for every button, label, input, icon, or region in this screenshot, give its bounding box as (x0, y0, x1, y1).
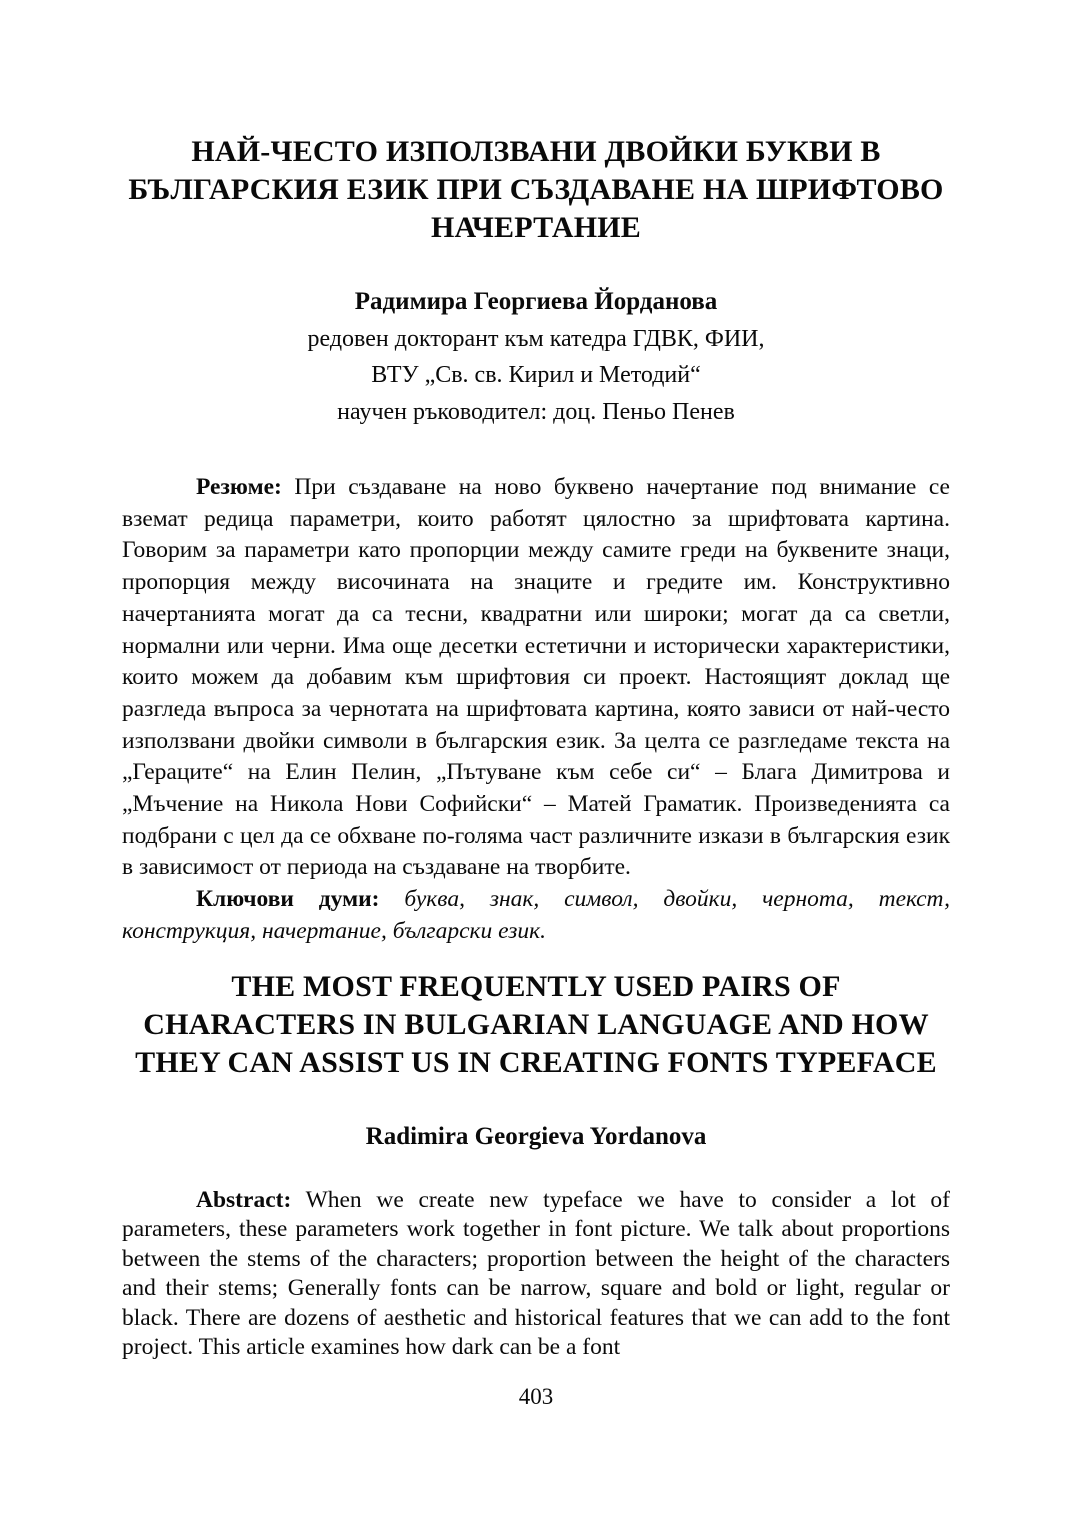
author-affiliation-line-2: ВТУ „Св. св. Кирил и Методий“ (371, 362, 701, 388)
english-title-line-3: THEY CAN ASSIST US IN CREATING FONTS TYPEFACE (135, 1045, 937, 1079)
bulgarian-title-line-1: НАЙ-ЧЕСТО ИЗПОЛЗВАНИ ДВОЙКИ БУКВИ В (191, 135, 881, 168)
author-affiliation-line-1: редовен докторант към катедра ГДВК, ФИИ, (307, 325, 765, 352)
paper-page (122, 0, 950, 1411)
keywords-paragraph (122, 884, 950, 947)
author-supervisor-line: научен ръководител: доц. Пеньо Пенев (337, 398, 735, 425)
keywords-label: Ключови думи: (196, 886, 380, 913)
author-block (122, 284, 950, 430)
english-title-line-2: CHARACTERS IN BULGARIAN LANGUAGE AND HOW (143, 1007, 929, 1041)
author-name: Радимира Георгиева Йорданова (354, 288, 718, 315)
page-number: 403 (518, 1383, 554, 1409)
resume-text: При създаване на ново буквено начертание под внимание се вземат редица параметри, които работят цялостно за шрифтовата картина. Говорим за параметри като пропорции между самите греди на буквените знаци, пропорция между височината на знаците и гредите им. Конструктивно начертанията могат да са тесни, квадратни или широки; могат да са светли, нормални или черни. Има още десетки естетични и исторически характеристики, които можем да добавим към шрифтовия си проект. Настоящият доклад ще разгледа въпроса за чернотата на шрифтовата картина, която зависи от най-често използвани двойки символи в българския език. За целта се разгледаме текста на „Гераците“ на Елин Пелин, „Пътуване към себе си“ – Блага Димитрова и „Мъчение на Никола Нови Софийски“ – Матей Граматик. Произведенията са подбрани с цел да се обхване по-голяма част различните изкази в българския език в зависимост от периода на създаване на творбите. (122, 474, 950, 881)
keywords-text: буква, знак, символ, двойки, чернота, текст, конструкция, начертание, български език. (122, 886, 950, 944)
resume-label: Резюме: (196, 474, 282, 500)
abstract-label: Abstract: (196, 1186, 292, 1213)
bulgarian-title-line-2: БЪЛГАРСКИЯ ЕЗИК ПРИ СЪЗДАВАНЕ НА ШРИФТОВО (128, 173, 944, 206)
resume-paragraph (122, 472, 950, 884)
abstract-text: When we create new typeface we have to consider a lot of parameters, these parameters work together in font picture. We talk about proportions between the stems of the characters; proportion between the height of the characters and their stems; Generally fonts can be narrow, square and bold or light, regular or black. There are dozens of aesthetic and historical features that we can add to the font project. This article examines how dark can be a font (122, 1186, 950, 1361)
english-title-line-1: THE MOST FREQUENTLY USED PAIRS OF (231, 969, 841, 1003)
abstract-paragraph (122, 1186, 950, 1363)
bulgarian-title (122, 133, 950, 247)
english-title (122, 968, 950, 1082)
bulgarian-title-line-3: НАЧЕРТАНИЕ (430, 211, 642, 244)
english-author-name: Radimira Georgieva Yordanova (365, 1122, 707, 1150)
